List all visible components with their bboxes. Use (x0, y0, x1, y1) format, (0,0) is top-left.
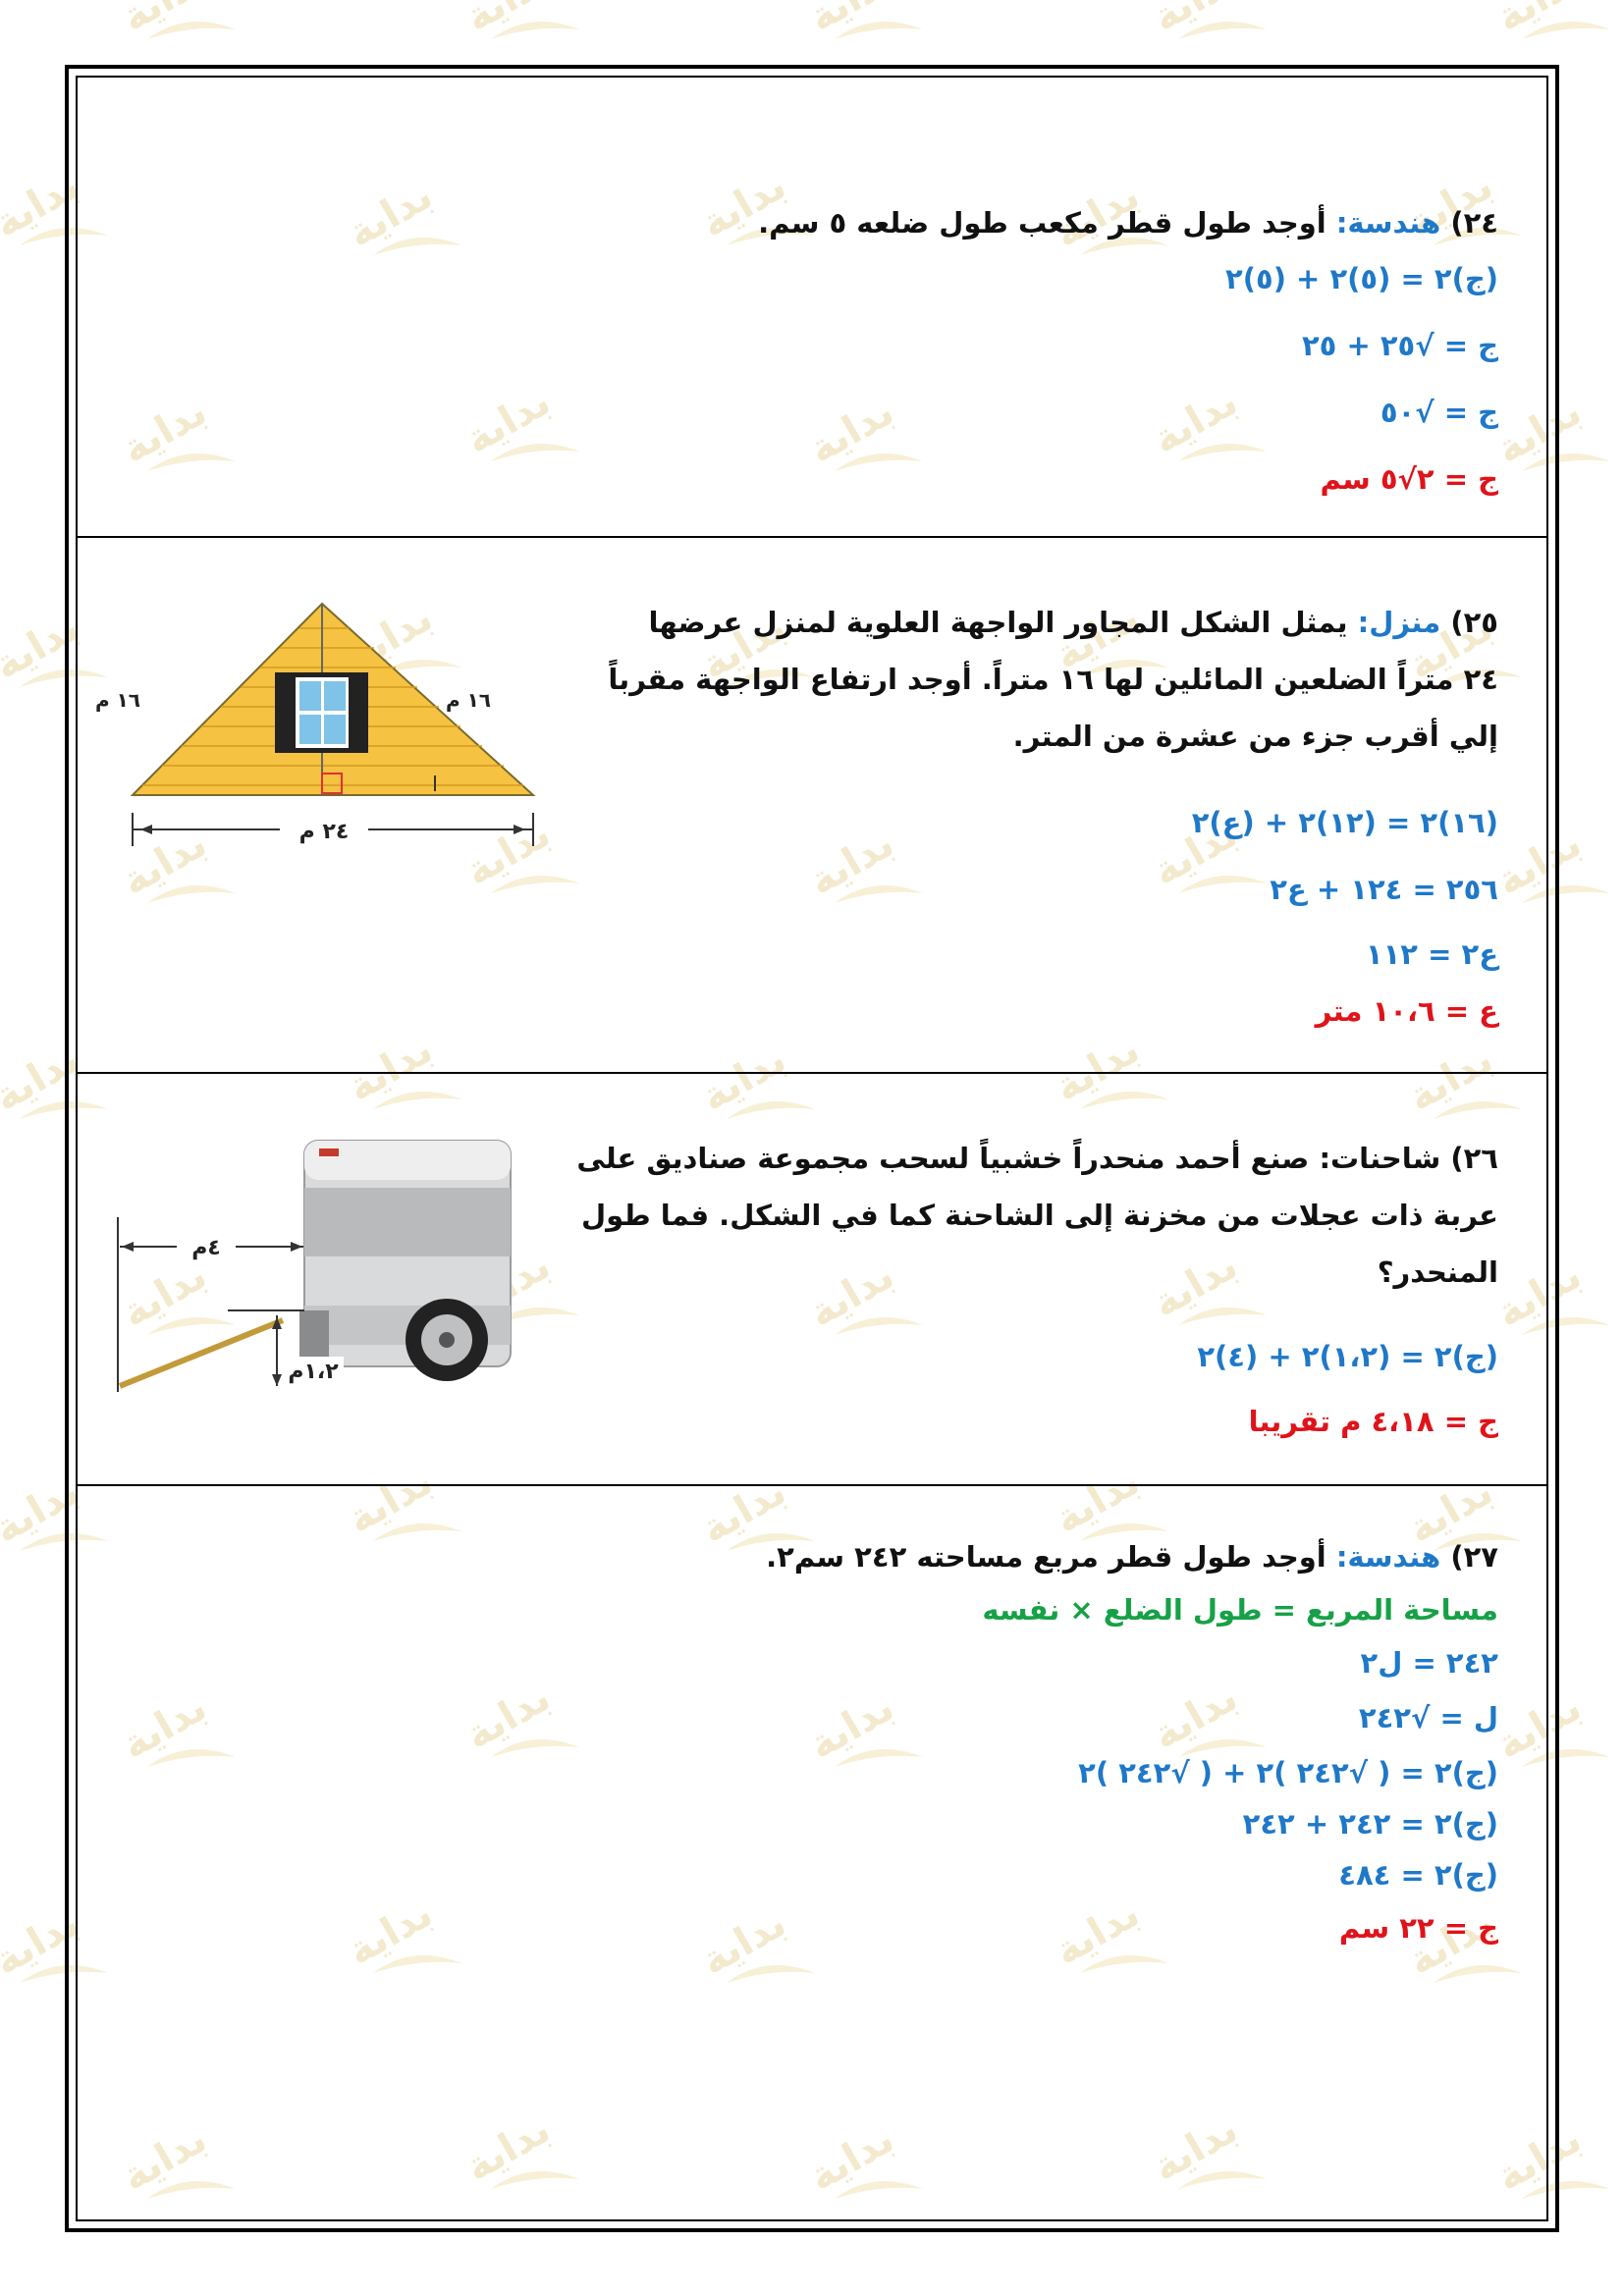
section-divider (76, 536, 1548, 538)
solution-step: ع٢ = ١١٢ (1365, 937, 1498, 971)
solution-step: (١٦)٢ = (١٢)٢ + (ع)٢ (1191, 806, 1498, 839)
problem-text: إلي أقرب جزء من عشرة من المتر. (1012, 720, 1498, 753)
problem-number: ٢٦) (1450, 1142, 1498, 1175)
problem-25-statement (648, 603, 1498, 642)
problem-topic: هندسة: (1335, 1540, 1441, 1574)
solution-answer: ج = ٢√٥ سم (1320, 462, 1498, 496)
section-divider (76, 1484, 1548, 1486)
problem-number: ٢٥) (1450, 606, 1498, 639)
problem-text: يمثل الشكل المجاور الواجهة العلوية لمنزل عرضها (648, 606, 1348, 639)
problem-text: المنحدر؟ (1377, 1255, 1498, 1289)
problem-topic: منزل: (1357, 606, 1441, 639)
solution-step: (ج)٢ = ٢٤٢ + ٢٤٢ (1242, 1807, 1498, 1841)
problem-text: ٢٤ متراً الضلعين المائلين لها ١٦ متراً. أوجد ارتفاع الواجهة مقرباً (608, 663, 1498, 696)
solution-step: ل = √٢٤٢ (1358, 1701, 1498, 1735)
problem-text: أوجد طول قطر مربع مساحته ٢٤٢ سم٢. (766, 1540, 1326, 1574)
solution-step: (ج)٢ = ٤٨٤ (1338, 1858, 1498, 1892)
problem-24-statement (758, 203, 1498, 242)
solution-step: ٢٥٦ = ١٢٤ + ع٢ (1270, 873, 1498, 906)
base-length-label: ٢٤ م (298, 820, 350, 844)
solution-answer: ع = ١٠،٦ متر (1315, 994, 1498, 1028)
solution-step: ج = √٥٠ (1380, 396, 1498, 429)
problem-text: عربة ذات عجلات من مخزنة إلى الشاحنة كما في الشكل. فما طول (581, 1199, 1498, 1232)
solution-step: (ج)٢ = ( √٢٤٢ )٢ + ( √٢٤٢ )٢ (1078, 1756, 1498, 1789)
solution-answer: ج = ٢٢ سم (1338, 1911, 1498, 1945)
solution-step: ج = √٢٥ + ٢٥ (1301, 329, 1498, 362)
problem-27-statement (766, 1537, 1498, 1576)
solution-step: ٢٤٢ = ل٢ (1360, 1646, 1498, 1680)
problem-topic: شاحنات: (1319, 1142, 1441, 1175)
truck-ramp-figure (108, 1129, 520, 1404)
solution-step: (ج)٢ = (١،٢)٢ + (٤)٢ (1197, 1340, 1498, 1373)
problem-26-statement (576, 1139, 1498, 1178)
section-divider (76, 1072, 1548, 1074)
right-side-label: ١٦ م (445, 688, 491, 712)
problem-text: أوجد طول قطر مكعب طول ضلعه ٥ سم. (758, 206, 1326, 240)
problem-topic: هندسة: (1335, 206, 1441, 240)
house-roof-figure (94, 589, 545, 864)
solution-step: (ج)٢ = (٥)٢ + (٥)٢ (1225, 262, 1498, 295)
left-side-label: ١٦ م (94, 688, 140, 712)
vertical-height-label: ١،٢م (288, 1360, 339, 1384)
horizontal-length-label: ٤م (191, 1236, 221, 1260)
rule-text: مساحة المربع = طول الضلع × نفسه (982, 1593, 1498, 1627)
problem-number: ٢٧) (1450, 1540, 1498, 1574)
problem-text: صنع أحمد منحدراً خشبياً لسحب مجموعة صناديق على (576, 1142, 1310, 1175)
problem-number: ٢٤) (1450, 206, 1498, 240)
solution-answer: ج = ٤،١٨ م تقريبا (1248, 1405, 1498, 1438)
